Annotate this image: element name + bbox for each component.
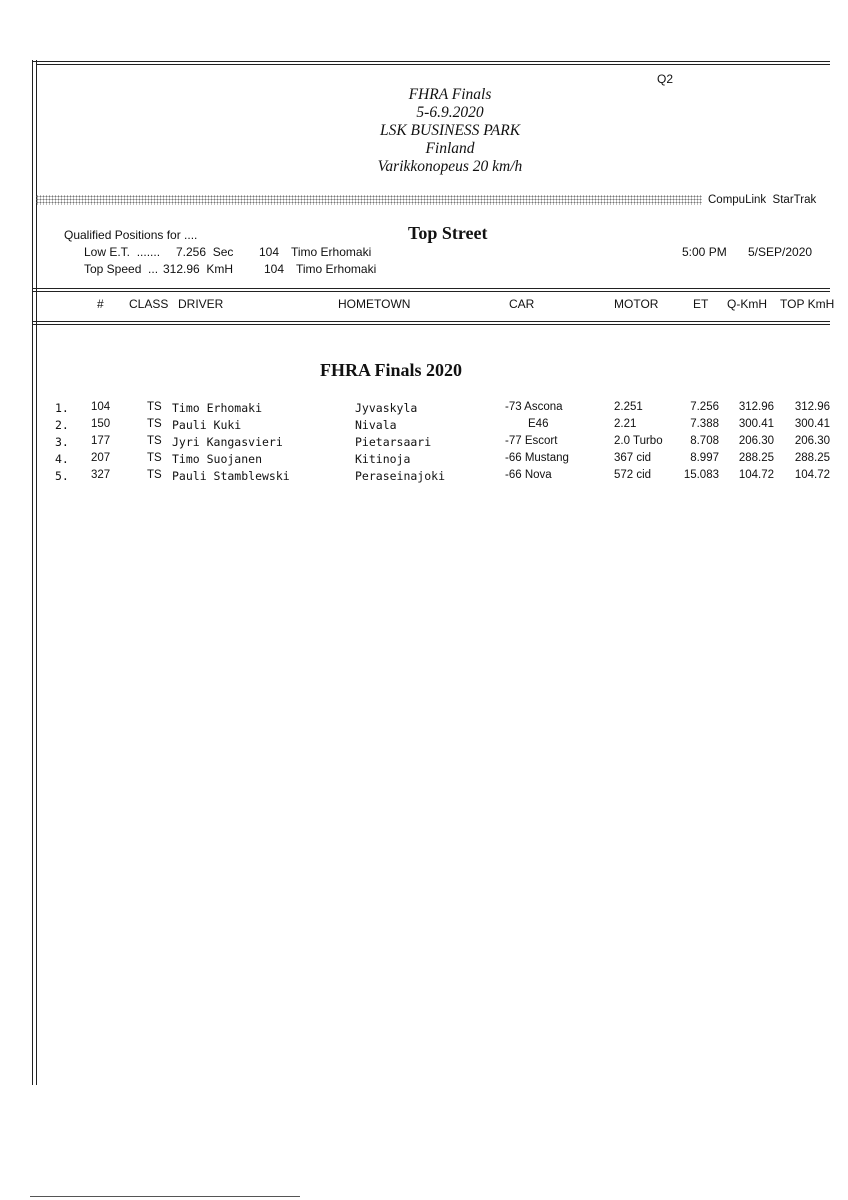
row-motor: 572 cid — [614, 469, 652, 481]
row-hometown: Pietarsaari — [355, 435, 432, 449]
sheet-code: Q2 — [657, 72, 674, 86]
top-speed-number: 104 — [264, 262, 285, 276]
row-q-kmh: 300.41 — [738, 418, 774, 430]
class-title: Top Street — [408, 223, 488, 243]
row-hometown: Peraseinajoki — [355, 469, 446, 483]
row-driver: Pauli Kuki — [172, 418, 242, 432]
header-number: # — [97, 297, 104, 311]
header-driver: DRIVER — [178, 297, 224, 311]
row-top-kmh: 206.30 — [794, 435, 830, 447]
bottom-rule — [30, 1196, 300, 1197]
row-hometown: Jyvaskyla — [355, 401, 418, 415]
row-class: TS — [147, 469, 162, 481]
event-note: Varikkonopeus 20 km/h — [377, 158, 523, 175]
row-motor: 2.251 — [614, 401, 643, 413]
row-q-kmh: 206.30 — [738, 435, 774, 447]
row-number: 104 — [91, 401, 111, 413]
report-time: 5:00 PM — [682, 245, 727, 259]
row-motor: 2.0 Turbo — [614, 435, 663, 447]
event-info — [300, 86, 600, 176]
header-rule-top-2 — [32, 291, 830, 292]
top-speed-value: 312.96 KmH — [163, 262, 234, 276]
row-class: TS — [147, 452, 162, 464]
top-rule — [32, 61, 830, 62]
event-dates: 5-6.9.2020 — [416, 104, 484, 121]
row-car: -66 Nova — [505, 469, 552, 481]
row-q-kmh: 288.25 — [738, 452, 774, 464]
row-hometown: Nivala — [355, 418, 397, 432]
row-position: 2. — [55, 418, 69, 432]
header-car: CAR — [509, 297, 535, 311]
row-class: TS — [147, 435, 162, 447]
row-q-kmh: 312.96 — [738, 401, 774, 413]
header-q-kmh: Q-KmH — [727, 297, 767, 311]
header-class: CLASS — [129, 297, 169, 311]
row-number: 177 — [91, 435, 111, 447]
row-car: E46 — [528, 418, 549, 430]
row-number: 327 — [91, 469, 111, 481]
section-title: FHRA Finals 2020 — [320, 360, 463, 380]
row-class: TS — [147, 418, 162, 430]
row-class: TS — [147, 401, 162, 413]
row-car: -66 Mustang — [505, 452, 569, 464]
row-car: -77 Escort — [505, 435, 558, 447]
row-position: 1. — [55, 401, 69, 415]
row-hometown: Kitinoja — [355, 452, 411, 466]
row-driver: Timo Suojanen — [172, 452, 263, 466]
row-et: 7.388 — [690, 418, 719, 430]
top-speed-driver: Timo Erhomaki — [296, 262, 377, 276]
low-et-value: 7.256 Sec — [176, 245, 234, 259]
row-motor: 367 cid — [614, 452, 652, 464]
row-motor: 2.21 — [614, 418, 637, 430]
row-number: 150 — [91, 418, 111, 430]
top-speed-label: Top Speed ... — [84, 262, 159, 276]
left-border-inner — [36, 60, 37, 1085]
row-number: 207 — [91, 452, 111, 464]
header-rule-top — [32, 288, 830, 289]
row-et: 15.083 — [683, 469, 719, 481]
event-venue: LSK BUSINESS PARK — [379, 122, 521, 139]
row-position: 5. — [55, 469, 69, 483]
header-top-kmh: TOP KmH — [780, 297, 835, 311]
event-country: Finland — [425, 140, 475, 157]
row-q-kmh: 104.72 — [738, 469, 774, 481]
left-border-outer — [32, 60, 33, 1085]
row-top-kmh: 312.96 — [794, 401, 830, 413]
row-driver: Pauli Stamblewski — [172, 469, 290, 483]
event-name: FHRA Finals — [408, 86, 492, 103]
header-rule-bottom-2 — [32, 324, 830, 325]
row-et: 8.708 — [690, 435, 719, 447]
dotted-band — [36, 195, 702, 205]
low-et-driver: Timo Erhomaki — [291, 245, 372, 259]
qualified-heading: Qualified Positions for .... — [64, 228, 198, 242]
row-top-kmh: 300.41 — [794, 418, 830, 430]
low-et-label: Low E.T. ....... — [84, 245, 161, 259]
header-hometown: HOMETOWN — [338, 297, 411, 311]
top-rule-2 — [36, 64, 830, 65]
row-top-kmh: 288.25 — [794, 452, 830, 464]
row-driver: Jyri Kangasvieri — [172, 435, 283, 449]
row-position: 4. — [55, 452, 69, 466]
row-et: 8.997 — [690, 452, 719, 464]
row-driver: Timo Erhomaki — [172, 401, 263, 415]
header-et: ET — [693, 297, 709, 311]
row-position: 3. — [55, 435, 69, 449]
header-motor: MOTOR — [614, 297, 659, 311]
report-date: 5/SEP/2020 — [748, 245, 813, 259]
low-et-number: 104 — [259, 245, 280, 259]
header-rule-bottom — [32, 321, 830, 322]
row-top-kmh: 104.72 — [794, 469, 830, 481]
row-et: 7.256 — [690, 401, 719, 413]
brand-label: CompuLink StarTrak — [708, 194, 817, 206]
row-car: -73 Ascona — [505, 401, 563, 413]
